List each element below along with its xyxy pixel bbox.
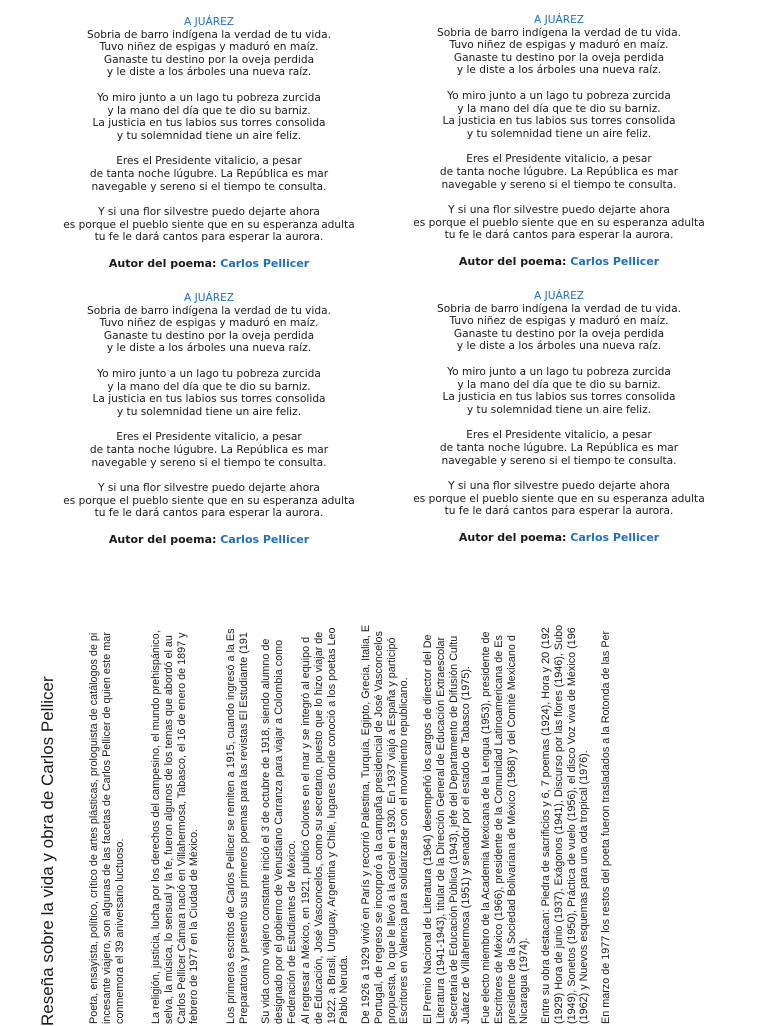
biography-line: Federación de Estudiantes de México. xyxy=(285,840,298,1024)
poem-line: es porque el pueblo siente que en su esperanza adulta xyxy=(413,492,705,505)
poem-line: navegable y sereno si el tiempo te consulta. xyxy=(91,180,327,193)
poem-line: Sobria de barro indígena la verdad de tu vida. xyxy=(87,304,331,317)
biography-line: Los primeros escritos de Carlos Pellicer se remiten a 1915, cuando ingresó a la Es xyxy=(225,628,237,1024)
poem-line: y le diste a los árboles una nueva raíz. xyxy=(456,64,662,77)
biography-line: Literatura (1941-1943), titular de la Dirección General de Educación Extraescolar xyxy=(434,636,447,1024)
poem-line: Tuvo niñez de espigas y maduró en maíz. xyxy=(99,317,319,330)
biography-line: febrero de 1977 en la Ciudad de México. xyxy=(188,828,201,1024)
poem-line: Yo miro junto a un lago tu pobreza zurcida xyxy=(97,367,321,380)
poem-line: Ganaste tu destino por la oveja perdida xyxy=(453,51,665,64)
poem-line: navegable y sereno si el tiempo te consulta. xyxy=(91,456,327,469)
biography-heading: Reseña sobre la vida y obra de Carlos Pellicer xyxy=(38,676,57,1026)
poem-title: A JUÁREZ xyxy=(533,14,585,26)
author-label: Autor del poema: xyxy=(458,254,567,268)
poem-line: y tu solemnidad tiene un aire feliz. xyxy=(466,403,652,416)
biography-line: Escritores de México (1966), presidente de la Comunidad Latinoamericana de Es xyxy=(492,635,505,1024)
biography-line: Al regresar a México, en 1921, publicó Colores en el mar y se integró al equipo d xyxy=(300,636,312,1024)
biography-line: conmemora el 39 aniversario luctuoso. xyxy=(113,838,126,1024)
biography-paragraph xyxy=(480,24,531,1024)
biography-line: Nicaragua (1974). xyxy=(518,937,531,1024)
poem-line: y tu solemnidad tiene un aire feliz. xyxy=(116,405,302,418)
poem-line: Y si una flor silvestre puedo dejarte ahora xyxy=(448,480,670,493)
poem-line: es porque el pueblo siente que en su esperanza adulta xyxy=(413,216,705,229)
biography-line: propuesta, lo que le llevó a la cárcel en 1930. En 1937 viajó a España y participó xyxy=(385,637,398,1024)
poem-line: y tu solemnidad tiene un aire feliz. xyxy=(466,127,652,140)
biography-paragraph xyxy=(540,24,591,1024)
biography-paragraph xyxy=(422,24,473,1024)
poem-line: tu fe le dará cantos para esperar la aurora. xyxy=(444,505,674,518)
poem-line: tu fe le dará cantos para esperar la aurora. xyxy=(94,507,324,520)
biography-line: En marzo de 1977 los restos del poeta fueron trasladados a la Rotonda de las Per xyxy=(600,630,612,1024)
author-name: Carlos Pellicer xyxy=(220,532,310,546)
biography-line: selva, la música, lo sensual y la fe, fueron algunos de los temas que abordó el au xyxy=(162,635,175,1024)
poem-line: La justicia en tus labios sus torres consolida xyxy=(442,391,676,404)
biography-line: Portugal, de regreso se incorporó a la campaña presidencial de José Vasconcelos xyxy=(372,631,385,1024)
poem-line: Eres el Presidente vitalicio, a pesar xyxy=(466,153,652,166)
author-name: Carlos Pellicer xyxy=(220,256,310,270)
poem-line: Ganaste tu destino por la oveja perdida xyxy=(103,329,315,342)
biography-line: Juárez de Villahermosa (1951) y senador por el estado de Tabasco (1975). xyxy=(460,666,473,1024)
biography-paragraph xyxy=(300,24,351,1024)
biography-line: Fue electo miembro de la Academia Mexicana de la Lengua (1953), presidente de xyxy=(480,631,492,1024)
poem-title: A JUÁREZ xyxy=(183,16,235,28)
biography-line: Preparatoria y presentó sus primeros poemas para las revistas El Estudiante (191 xyxy=(237,632,250,1024)
biography-line: (1962) y Nuevos esquemas para una oda tropical (1976). xyxy=(578,750,591,1024)
biography-line: Su vida como viajero constante inició el 3 de octubre de 1918, siendo alumno de xyxy=(260,638,272,1024)
poem-line: Ganaste tu destino por la oveja perdida xyxy=(453,327,665,340)
poem-line: y la mano del día que te dio su barniz. xyxy=(107,104,311,117)
poem-line: tu fe le dará cantos para esperar la aurora. xyxy=(444,229,674,242)
poem-line: Yo miro junto a un lago tu pobreza zurcida xyxy=(447,365,671,378)
poem-line: Tuvo niñez de espigas y maduró en maíz. xyxy=(449,39,669,52)
poem-line: Y si una flor silvestre puedo dejarte ahora xyxy=(448,204,670,217)
poem-line: de tanta noche lúgubre. La República es mar xyxy=(89,167,329,180)
poem-line: Sobria de barro indígena la verdad de tu vida. xyxy=(437,26,681,39)
poem-line: y le diste a los árboles una nueva raíz. xyxy=(106,342,312,355)
biography-line: Secretaría de Educación Pública (1943), jefe del Departamento de Difusión Cultu xyxy=(447,635,460,1024)
poem-line: de tanta noche lúgubre. La República es mar xyxy=(89,443,329,456)
poem-line: Ganaste tu destino por la oveja perdida xyxy=(103,53,315,66)
biography-paragraph xyxy=(360,24,411,1024)
biography-paragraph xyxy=(600,24,613,1024)
poem-line: La justicia en tus labios sus torres consolida xyxy=(92,117,326,130)
author-name: Carlos Pellicer xyxy=(570,530,660,544)
poem-line: Eres el Presidente vitalicio, a pesar xyxy=(116,431,302,444)
poem-line: Sobria de barro indígena la verdad de tu vida. xyxy=(437,302,681,315)
poem-line: Yo miro junto a un lago tu pobreza zurcida xyxy=(97,91,321,104)
biography-line: (1929) Hora de junio (1937), Exágonos (1941), Discurso por las flores (1946), Subo xyxy=(552,624,565,1024)
poem-line: tu fe le dará cantos para esperar la aurora. xyxy=(94,231,324,244)
poem-title: A JUÁREZ xyxy=(183,292,235,304)
biography-paragraph xyxy=(88,24,126,1024)
poem-line: Tuvo niñez de espigas y maduró en maíz. xyxy=(449,315,669,328)
poem-line: navegable y sereno si el tiempo te consulta. xyxy=(441,178,677,191)
author-name: Carlos Pellicer xyxy=(570,254,660,268)
poem-line: Eres el Presidente vitalicio, a pesar xyxy=(116,155,302,168)
poem-line: navegable y sereno si el tiempo te consulta. xyxy=(441,454,677,467)
poem-line: Y si una flor silvestre puedo dejarte ahora xyxy=(98,482,320,495)
poem-line: y la mano del día que te dio su barniz. xyxy=(457,378,661,391)
poem-title: A JUÁREZ xyxy=(533,290,585,302)
biography-line: Pablo Neruda. xyxy=(338,954,351,1024)
biography-line: De 1926 a 1929 vivió en París y recorrió Palestina, Turquía, Egipto, Grecia, Italia, E xyxy=(360,624,372,1024)
poem-line: Tuvo niñez de espigas y maduró en maíz. xyxy=(99,41,319,54)
biography-line: La religión, justicia, lucha por los derechos del campesino, el mundo prehispánico, xyxy=(150,630,162,1024)
biography-line: Carlos Pellicer Cámara nació en Villahermosa, Tabasco, el 16 de enero de 1897 y xyxy=(175,632,188,1024)
poem-line: Y si una flor silvestre puedo dejarte ahora xyxy=(98,206,320,219)
poem-line: es porque el pueblo siente que en su esperanza adulta xyxy=(63,218,355,231)
biography-line: Escritores en Valencia para solidarizarse con el movimiento republicano. xyxy=(398,677,411,1024)
biography-line: El Premio Nacional de Literatura (1964) desempeñó los cargos de director del De xyxy=(422,634,434,1024)
poem-line: Yo miro junto a un lago tu pobreza zurcida xyxy=(447,89,671,102)
biography-line: presidente de la Sociedad Bolivariana de México (1968) y del Comité Mexicano d xyxy=(505,635,518,1024)
poem-line: y le diste a los árboles una nueva raíz. xyxy=(106,66,312,79)
poem-line: de tanta noche lúgubre. La República es mar xyxy=(439,165,679,178)
biography-line: Poeta, ensayista, político, crítico de artes plásticas, prologuista de catálogos de pi xyxy=(88,632,100,1024)
poem-line: y la mano del día que te dio su barniz. xyxy=(107,380,311,393)
biography-paragraph xyxy=(225,24,251,1024)
poem-line: es porque el pueblo siente que en su esperanza adulta xyxy=(63,494,355,507)
poem-line: Sobria de barro indígena la verdad de tu vida. xyxy=(87,28,331,41)
author-label: Autor del poema: xyxy=(458,530,567,544)
poem-line: y tu solemnidad tiene un aire feliz. xyxy=(116,129,302,142)
poem-line: Eres el Presidente vitalicio, a pesar xyxy=(466,429,652,442)
biography-line: 1922, a Brasil, Uruguay, Argentina y Chile, lugares donde conoció a los poetas Leo xyxy=(325,627,338,1024)
author-label: Autor del poema: xyxy=(108,256,217,270)
author-label: Autor del poema: xyxy=(108,532,217,546)
biography-line: de Educación, José Vasconcelos, como su secretario, puesto que lo hizo viajar de xyxy=(312,631,325,1024)
poem-line: y la mano del día que te dio su barniz. xyxy=(457,102,661,115)
biography-line: designado por el gobierno de Venustiano Carranza para viajar a Colombia como xyxy=(272,639,285,1024)
biography-section xyxy=(30,24,730,1024)
poem-line: La justicia en tus labios sus torres consolida xyxy=(92,393,326,406)
biography-line: Entre su obra destacan: Piedra de sacrificios y 6, 7 poemas (1924), Hora y 20 (192 xyxy=(540,627,552,1024)
biography-paragraph xyxy=(260,24,298,1024)
biography-line: (1949), Sonetos (1950), Práctica de vuelo (1956), el disco Voz viva de México (196 xyxy=(565,627,578,1024)
poem-line: de tanta noche lúgubre. La República es mar xyxy=(439,441,679,454)
poem-line: La justicia en tus labios sus torres consolida xyxy=(442,115,676,128)
biography-paragraph xyxy=(150,24,201,1024)
poem-line: y le diste a los árboles una nueva raíz. xyxy=(456,340,662,353)
biography-line: incesante viajero, son algunas de las facetas de Carlos Pellicer de quien este mar xyxy=(100,632,113,1024)
